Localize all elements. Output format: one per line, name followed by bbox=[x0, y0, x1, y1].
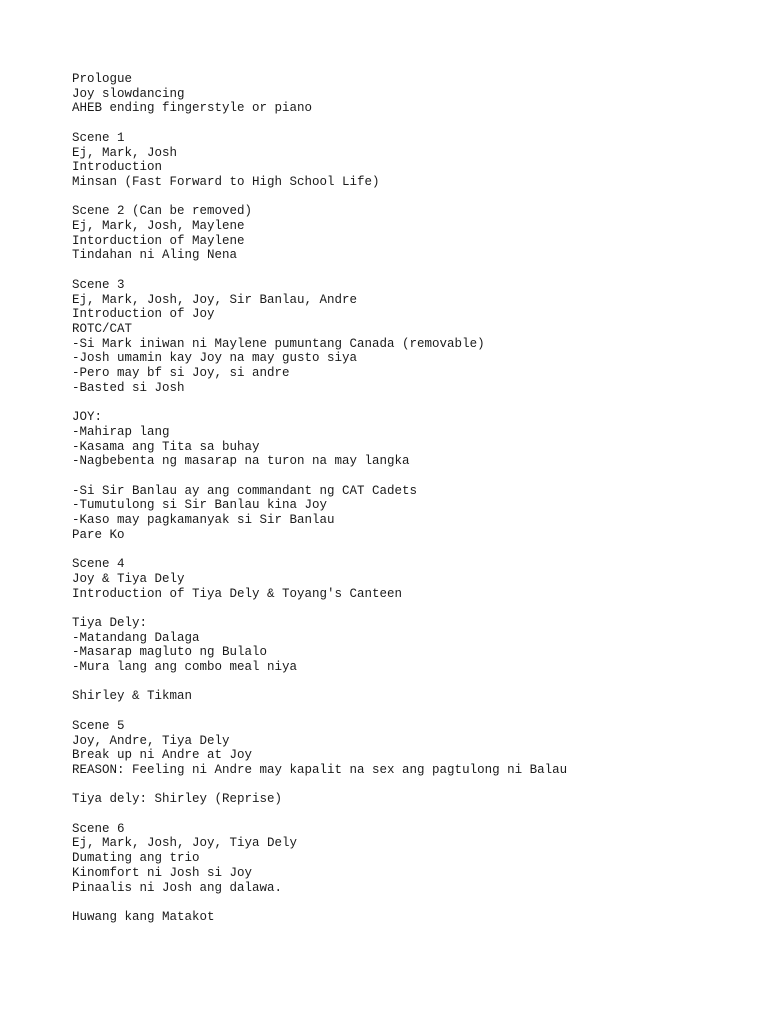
text-line: Ej, Mark, Josh, Joy, Sir Banlau, Andre bbox=[72, 292, 358, 307]
song-block bbox=[72, 910, 732, 925]
song-block bbox=[72, 689, 732, 704]
text-line: -Basted si Josh bbox=[72, 380, 185, 395]
text-line: Ej, Mark, Josh bbox=[72, 145, 178, 160]
text-line: Scene 3 bbox=[72, 277, 125, 292]
text-line: Scene 4 bbox=[72, 557, 125, 572]
text-line: Ej, Mark, Josh, Maylene bbox=[72, 219, 245, 233]
text-line: REASON: Feeling ni Andre may kapalit na sex ang pagtulong ni Balau bbox=[72, 762, 568, 777]
text-line: Ej, Mark, Josh, Joy, Tiya Dely bbox=[72, 836, 298, 851]
text-line: Dumating ang trio bbox=[72, 851, 200, 866]
scene-4-block bbox=[72, 557, 732, 601]
tiya-dely-notes-block bbox=[72, 616, 732, 675]
text-line: Joy, Andre, Tiya Dely bbox=[72, 733, 230, 748]
text-line: AHEB ending fingerstyle or piano bbox=[72, 101, 313, 116]
text-line: Break up ni Andre at Joy bbox=[72, 748, 253, 763]
text-line: Scene 2 (Can be removed) bbox=[72, 204, 253, 219]
script-outline-page bbox=[72, 72, 732, 939]
text-line: Huwang kang Matakot bbox=[72, 909, 215, 924]
text-line: -Nagbebenta ng masarap na turon na may langka bbox=[72, 454, 410, 469]
text-line: -Kaso may pagkamanyak si Sir Banlau bbox=[72, 513, 335, 528]
text-line: Pare Ko bbox=[72, 527, 125, 542]
sir-banlau-notes-block bbox=[72, 484, 732, 543]
scene-5-block bbox=[72, 719, 732, 778]
text-line: Scene 5 bbox=[72, 718, 125, 733]
text-line: ROTC/CAT bbox=[72, 321, 133, 336]
text-line: Introduction bbox=[72, 160, 163, 175]
text-line: Tiya Dely: bbox=[72, 615, 148, 630]
text-line: Intorduction of Maylene bbox=[72, 233, 245, 248]
text-line: Introduction of Tiya Dely & Toyang's Canteen bbox=[72, 586, 403, 601]
song-block bbox=[72, 792, 732, 807]
text-line: Tindahan ni Aling Nena bbox=[72, 248, 238, 263]
text-line: -Kasama ang Tita sa buhay bbox=[72, 439, 260, 454]
text-line: -Si Sir Banlau ay ang commandant ng CAT Cadets bbox=[72, 483, 418, 498]
joy-notes-block bbox=[72, 410, 732, 469]
text-line: -Matandang Dalaga bbox=[72, 630, 200, 645]
text-line: Introduction of Joy bbox=[72, 307, 215, 322]
text-line: Scene 1 bbox=[72, 130, 125, 145]
text-line: Minsan (Fast Forward to High School Life) bbox=[72, 174, 380, 189]
scene-3-block bbox=[72, 278, 732, 396]
text-line: -Si Mark iniwan ni Maylene pumuntang Canada (removable) bbox=[72, 336, 485, 351]
text-line: Shirley & Tikman bbox=[72, 689, 193, 704]
text-line: JOY: bbox=[72, 410, 103, 425]
text-line: -Mura lang ang combo meal niya bbox=[72, 660, 298, 675]
scene-6-block bbox=[72, 822, 732, 896]
text-line: Joy & Tiya Dely bbox=[72, 571, 185, 586]
text-line: Pinaalis ni Josh ang dalawa. bbox=[72, 880, 283, 895]
text-line: -Tumutulong si Sir Banlau kina Joy bbox=[72, 498, 328, 513]
text-line: -Josh umamin kay Joy na may gusto siya bbox=[72, 351, 358, 366]
scene-1-block bbox=[72, 131, 732, 190]
text-line: Joy slowdancing bbox=[72, 86, 185, 101]
text-line: Tiya dely: Shirley (Reprise) bbox=[72, 792, 283, 807]
text-line: -Pero may bf si Joy, si andre bbox=[72, 366, 290, 381]
scene-2-block bbox=[72, 204, 732, 263]
text-line: Scene 6 bbox=[72, 821, 125, 836]
text-line: -Mahirap lang bbox=[72, 424, 170, 439]
text-line: -Masarap magluto ng Bulalo bbox=[72, 645, 268, 660]
text-line: Kinomfort ni Josh si Joy bbox=[72, 865, 253, 880]
prologue-block bbox=[72, 72, 732, 116]
text-line: Prologue bbox=[72, 72, 133, 86]
